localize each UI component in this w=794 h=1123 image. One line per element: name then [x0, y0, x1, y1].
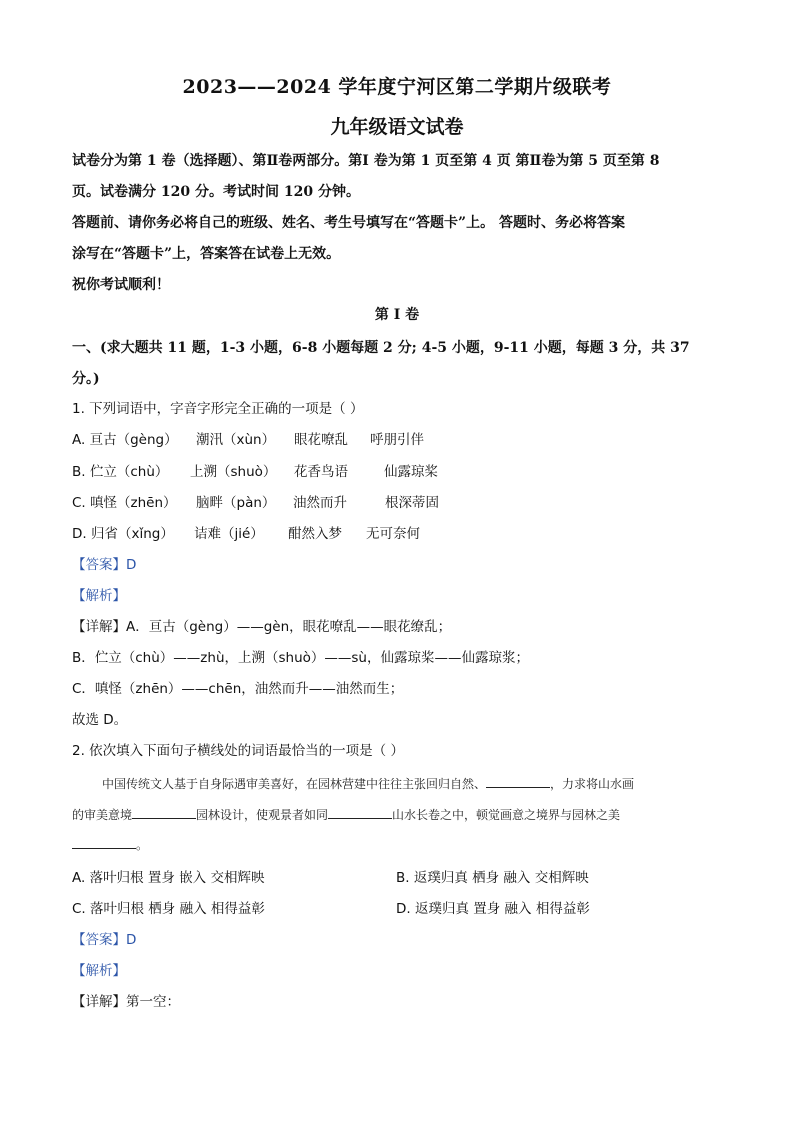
question-2-passage-line-1: 中国传统文人基于自身际遇审美喜好，在园林营建中往往主张回归自然、 ，力求将山水画 [102, 777, 635, 791]
question-1-detail-4: 故选 D。 [72, 712, 128, 728]
instruction-line-5: 祝你考试顺利！ [72, 277, 170, 293]
question-1-option-b: B. 伫立（chù） 上溯（shuò） 花香鸟语 仙露琼桨 [72, 464, 438, 480]
instruction-line-1: 试卷分为第 1 卷（选择题）、第Ⅱ卷两部分。第Ⅰ 卷为第 1 页至第 4 页 第Ⅱ卷为第 5 页至第 8 [72, 153, 660, 169]
question-2-stem: 2. 依次填入下面句子横线处的词语最恰当的一项是（ ） [72, 743, 404, 759]
blank-1 [486, 775, 550, 788]
question-2-analysis: 【解析】 [72, 963, 126, 979]
question-1-option-a: A. 亘古（gèng） 潮汛（xùn） 眼花嘹乱 呼朋引伴 [72, 432, 424, 448]
question-2-passage-line-3: 。 [72, 836, 148, 854]
question-2-option-c: C. 落叶归根 栖身 融入 相得益彰 [72, 901, 265, 917]
instruction-line-4: 涂写在“答题卡”上，答案答在试卷上无效。 [72, 246, 341, 262]
question-2-passage-line-2: 的审美意境 园林设计，使观景者如同 山水长卷之中，顿觉画意之境界与园林之美 [72, 808, 621, 822]
question-1-detail-2: B．伫立（chù）——zhù，上溯（shuò）——sù，仙露琼桨——仙露琼浆； [72, 650, 529, 666]
question-1-stem: 1. 下列词语中，字音字形完全正确的一项是（ ） [72, 401, 364, 417]
instruction-line-2: 页。试卷满分 120 分。考试时间 120 分钟。 [72, 184, 360, 200]
exam-subtitle: 九年级语文试卷 [330, 116, 464, 138]
question-2-detail-1: 【详解】第一空： [72, 994, 180, 1010]
question-2-option-a: A. 落叶归根 置身 嵌入 交相辉映 [72, 870, 265, 886]
question-1-option-d: D. 归省（xǐng） 诘难（jié） 酣然入梦 无可奈何 [72, 526, 420, 542]
question-1-analysis: 【解析】 [72, 588, 126, 604]
instruction-line-3: 答题前、请你务必将自己的班级、姓名、考生号填写在“答题卡”上。 答题时、务必将答案 [72, 215, 625, 231]
section-intro-line-2: 分。) [72, 371, 100, 387]
section-title: 第 Ⅰ 卷 [374, 307, 420, 323]
question-1-option-c: C. 嗔怪（zhēn） 脑畔（pàn） 油然而升 根深蒂固 [72, 495, 439, 511]
question-2-option-b: B. 返璞归真 栖身 融入 交相辉映 [396, 870, 589, 886]
question-2-answer: 【答案】D [72, 932, 137, 948]
question-2-option-d: D. 返璞归真 置身 融入 相得益彰 [396, 901, 590, 917]
question-1-detail-1: 【详解】A．亘古（gèng）——gèn，眼花嘹乱——眼花缭乱； [72, 619, 452, 635]
section-intro-line-1: 一、(求大题共 11 题，1-3 小题，6-8 小题每题 2 分; 4-5 小题，9-11 小题，每题 3 分，共 37 [72, 340, 690, 356]
question-1-detail-3: C．嗔怪（zhēn）——chēn，油然而升——油然而生； [72, 681, 404, 697]
blank-3 [328, 806, 392, 819]
question-1-answer: 【答案】D [72, 557, 137, 573]
blank-2 [132, 806, 196, 819]
blank-4 [72, 836, 136, 849]
exam-title: 2023——2024 学年度宁河区第二学期片级联考 [182, 76, 612, 98]
